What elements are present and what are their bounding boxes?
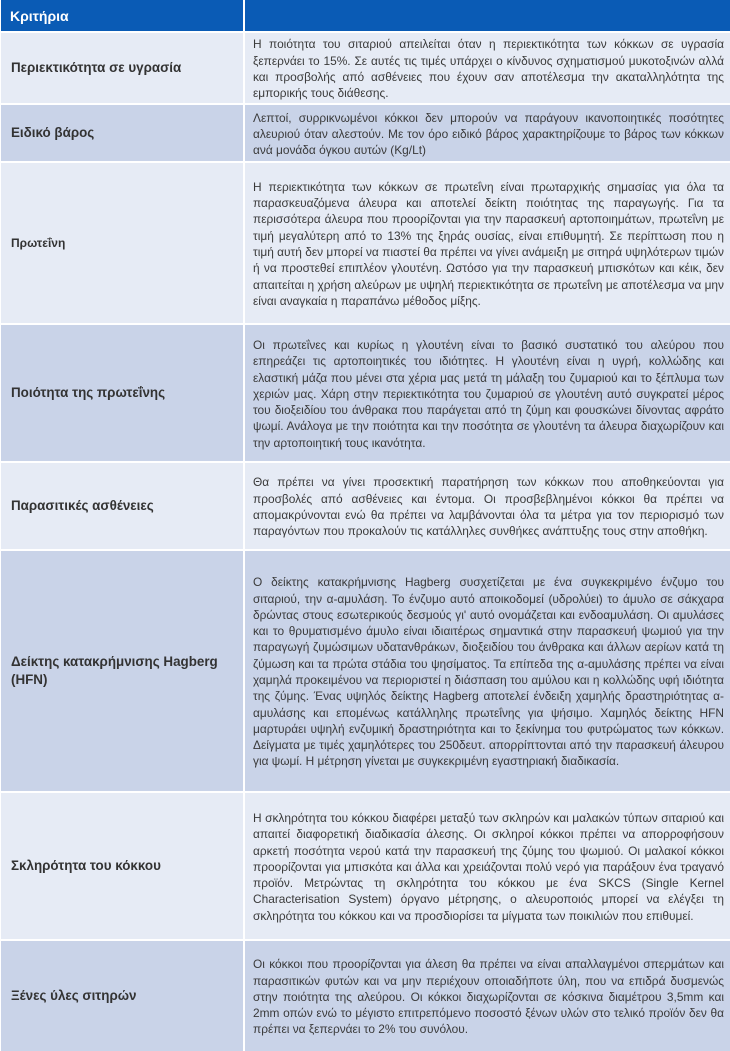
table-header-row: [1, 0, 730, 33]
description-cell: [245, 325, 730, 461]
description-text: Οι πρωτεΐνες και κυρίως η γλουτένη είναι το βασικό συστατικό του αλεύρου που επηρεάζει τις αρτοποιητικές του ιδιότητες. Η γλουτένη είναι η υγρή, κολλώδης και ελαστική μάζα που μένει στα χέρια μας μετά τη μάλαξη του ζυμαριού και το ξέπλυμα των χεριών μας. Χάρη στην περιεκτικότητα του ζυμαριού σε γλουτένη αυτό συγκρατεί μέρος του διοξειδίου του άνθρακα που παράγεται από τη ζύμη και φουσκώνει δίνοντας αφράτο ψωμί. Ανάλογα με την ποιότητα και την ποσότητα σε γλουτένη τα άλευρα διαχωρίζουν και την αρτοποιητική τους ικανότητα.: [253, 337, 724, 450]
description-cell: [245, 105, 730, 161]
criterion-cell: Πρωτεΐνη: [1, 163, 245, 323]
description-cell: [245, 941, 730, 1051]
criterion-cell: Ποιότητα της πρωτεΐνης: [1, 325, 245, 461]
table-row: [1, 325, 730, 463]
description-cell: [245, 551, 730, 791]
table-row: [1, 463, 730, 551]
description-text: Οι κόκκοι που προορίζονται για άλεση θα πρέπει να είναι απαλλαγμένοι σπερμάτων και παρασιτικών φυτών και να μην περιέχουν οποιαδήποτε ύλη, που να επιδρά δυσμενώς στην ποιότητα της αλεύρου. Οι κόκκοι διαχωρίζονται σε κόσκινα διαμέτρου 3,5mm και 2mm οπών ενώ το μέγιστο επιτρεπόμενο ποσοστό ξένων υλών στο τελικό προϊόν δεν θα πρέπει να ξεπερνάει το 2% του συνόλου.: [253, 957, 724, 1037]
table-row: [1, 793, 730, 941]
table-row: [1, 941, 730, 1051]
table-row: [1, 33, 730, 105]
description-text: Λεπτοί, συρρικνωμένοι κόκκοι δεν μπορούν να παράγουν ικανοποιητικές ποσότητες αλευριού όταν αλεστούν. Με τον όρο ειδικό βάρος χαρακτηρίζουμε το βάρος των κόκκων ανά μονάδα όγκου αυτών (Kg/Lt): [253, 110, 724, 158]
criterion-cell: Παρασιτικές ασθένειες: [1, 463, 245, 549]
description-cell: [245, 463, 730, 549]
description-cell: [245, 163, 730, 323]
description-text: Η περιεκτικότητα των κόκκων σε πρωτεΐνη είναι πρωταρχικής σημασίας για όλα τα παρασκευαζόμενα άλευρα και αποτελεί δείκτη ποιότητας της παραγωγής. Για τα περισσότερα άλευρα που προορίζονται για την παρασκευή αρτοποιημάτων, πρωτεΐνη με τιμή μεγαλύτερη από το 13% της ξηράς ουσίας, είναι επιθυμητή. Σε περίπτωση που η τιμή αυτή δεν μπορεί να πιαστεί θα πρέπει να γίνει ανάμειξη με σιτηρά υψηλότερων τιμών ή να προστεθεί επιπλέον γλουτένη. Ωστόσο για την παρασκευή μπισκότων και κέικ, δεν απαιτείται η χρήση αλεύρων με υψηλή περιεκτικότητα σε πρωτεΐνη με αποτέλεσμα να μην είναι αναγκαία η παραπάνω μέθοδος μίξης.: [253, 179, 724, 308]
header-description: [245, 0, 730, 31]
description-text: Η σκληρότητα του κόκκου διαφέρει μεταξύ των σκληρών και μαλακών τύπων σιταριού και απαιτεί διαφορετική διαδικασία άλεσης. Οι σκληροί κόκκοι πρέπει να απορροφήσουν αρκετή ποσότητα νερού κατά την παρασκευή της ζύμης του ψωμιού. Οι μαλακοί κόκκοι προορίζονται για μπισκότα και άλλα και χρειάζονται πολύ νερό για παράξουν ένα τραγανό προϊόν. Μετρώντας τη σκληρότητα του κόκκου με ένα SKCS (Single Kernel Characterisation System) όργανο μέτρησης, ο αλευροποιός μπορεί να ελέγξει τη σκληρότητα του κόκκου και να προσδιορίσει τα μίγματα των ποικιλιών που επιθυμεί.: [253, 810, 724, 923]
header-criteria: Κριτήρια: [1, 0, 245, 31]
table-row: [1, 163, 730, 325]
criterion-cell: Ξένες ύλες σιτηρών: [1, 941, 245, 1051]
criterion-cell: Δείκτης κατακρήμνισης Hagberg (HFN): [1, 551, 245, 791]
description-text: Θα πρέπει να γίνει προσεκτική παρατήρηση των κόκκων που αποθηκεύονται για προσβολές από ασθένειες και έντομα. Οι προσβεβλημένοι κόκκοι θα πρέπει να απομακρύνονται ενώ θα πρέπει να λαμβάνονται όλα τα μέτρα για τον περιορισμό των παραγόντων που προκαλούν τις κατάλληλες συνθήκες ανάπτυξης τους στην αποθήκη.: [253, 475, 724, 539]
criterion-cell: Ειδικό βάρος: [1, 105, 245, 161]
description-cell: [245, 33, 730, 103]
criterion-cell: Περιεκτικότητα σε υγρασία: [1, 33, 245, 103]
table-row: [1, 105, 730, 163]
table-row: [1, 551, 730, 793]
description-text: Ο δείκτης κατακρήμνισης Hagberg συσχετίζεται με ένα συγκεκριμένο ένζυμο του σιταριού, την α-αμυλάση. Το ένζυμο αυτό αποικοδομεί (υδρολύει) το άμυλο σε σάκχαρα δρώντας στους εσωτερικούς δεσμούς γι' αυτό ονομάζεται και ενδοαμυλάση. Οι αμυλάσες και το θρυματισμένο άμυλο είναι ιδιαιτέρως σημαντικά στην παρασκευή ψωμιού για την παραγωγή ζυμώσιμων υδατανθράκων, διοξειδίου του άνθρακα και άλλων αερίων κατά τη ζύμωση και τα πρώτα στάδια του ψησίματος. Τα επίπεδα της α-αμυλάσης πρέπει να είναι χαμηλά προκειμένου να περιοριστεί η διάσπαση του αμύλου και η κολλώδης υφή ιδιότητα της ζύμης. Ένας υψηλός δείκτης Hagberg αποτελεί ένδειξη χαμηλής δραστηριότητας α-αμυλάσης και επομένως κατάλληλης πρωτεΐνης για ψήσιμο. Χαμηλός δείκτης HFN μαρτυράει υψηλή ενζυμική δραστηριότητα και το ξεκίνημα του φυτρώματος των κόκκων. Δείγματα με τιμές χαμηλότερες του 250δευτ. απορρίπτονται από την παρασκευή άλευρου για ψωμί. Η μέτρηση γίνεται με συγκεκριμένη εγαστηριακή διαδικασία.: [253, 575, 724, 769]
criterion-cell: Σκληρότητα του κόκκου: [1, 793, 245, 939]
description-text: Η ποιότητα του σιταριού απειλείται όταν η περιεκτικότητα των κόκκων σε υγρασία ξεπερνάει το 15%. Σε αυτές τις τιμές υπάρχει ο κίνδυνος σχηματισμού μυκοτοξινών αλλά και προσβολής από ασθένειες που έχουν σαν αποτέλεσμα την ακαταλληλότητα της εμπορικής τους διάθεσης.: [253, 37, 724, 101]
description-cell: [245, 793, 730, 939]
